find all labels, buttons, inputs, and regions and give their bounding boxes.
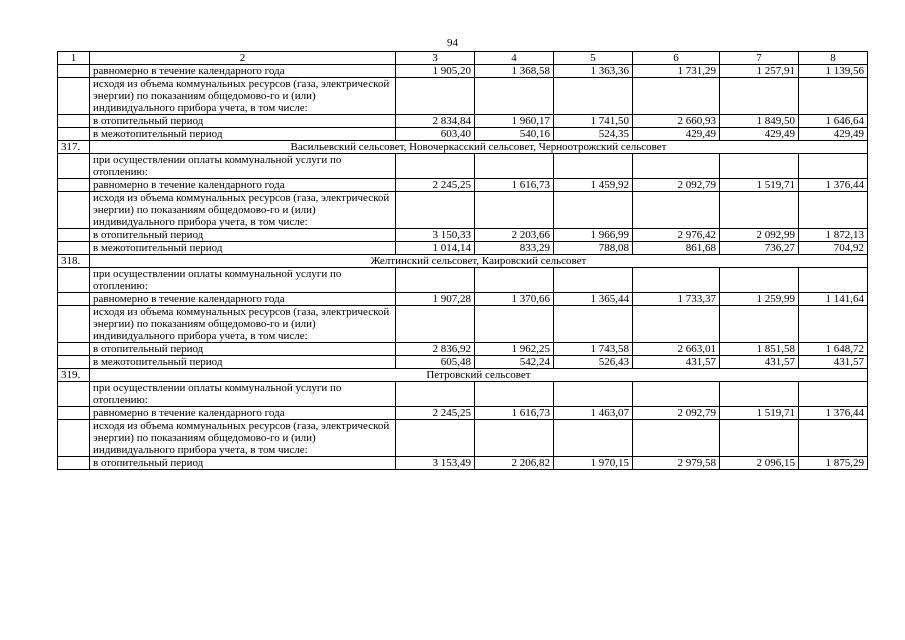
table-row <box>58 179 868 192</box>
index-cell <box>58 78 90 115</box>
value-cell: 431,57 <box>799 356 868 369</box>
value-cell: 1 743,58 <box>554 343 633 356</box>
value-cell <box>396 192 475 229</box>
table-row <box>58 343 868 356</box>
row-description: исходя из объема коммунальных ресурсов (газа, электрической энергии) по показаниям общедомово-го и (или) индивидуального прибора учета, в том числе: <box>90 306 396 343</box>
value-cell: 603,40 <box>396 128 475 141</box>
value-cell: 1 733,37 <box>633 293 720 306</box>
value-cell: 704,92 <box>799 242 868 255</box>
table-row <box>58 356 868 369</box>
index-cell <box>58 128 90 141</box>
row-description: при осуществлении оплаты коммунальной услуги по отоплению: <box>90 382 396 407</box>
value-cell: 736,27 <box>720 242 799 255</box>
value-cell: 1 139,56 <box>799 65 868 78</box>
row-description: равномерно в течение календарного года <box>90 179 396 192</box>
value-cell: 2 660,93 <box>633 115 720 128</box>
row-description: исходя из объема коммунальных ресурсов (газа, электрической энергии) по показаниям общедомово-го и (или) индивидуального прибора учета, в том числе: <box>90 420 396 457</box>
note-row <box>58 268 868 293</box>
index-cell <box>58 420 90 457</box>
index-cell <box>58 192 90 229</box>
value-cell: 542,24 <box>475 356 554 369</box>
value-cell: 1 363,36 <box>554 65 633 78</box>
value-cell: 1 376,44 <box>799 407 868 420</box>
value-cell: 2 203,66 <box>475 229 554 242</box>
index-cell <box>58 268 90 293</box>
row-description: равномерно в течение календарного года <box>90 65 396 78</box>
column-header: 5 <box>554 52 633 65</box>
value-cell <box>554 154 633 179</box>
value-cell <box>396 154 475 179</box>
column-header: 2 <box>90 52 396 65</box>
value-cell: 1 365,44 <box>554 293 633 306</box>
value-cell: 429,49 <box>799 128 868 141</box>
value-cell <box>633 78 720 115</box>
table-row <box>58 407 868 420</box>
value-cell: 3 153,49 <box>396 457 475 470</box>
index-cell <box>58 154 90 179</box>
index-cell <box>58 179 90 192</box>
table-row <box>58 115 868 128</box>
value-cell <box>720 306 799 343</box>
row-description: в отопительный период <box>90 343 396 356</box>
value-cell: 861,68 <box>633 242 720 255</box>
value-cell: 429,49 <box>720 128 799 141</box>
value-cell <box>475 154 554 179</box>
value-cell: 429,49 <box>633 128 720 141</box>
table-row <box>58 293 868 306</box>
value-cell: 2 834,84 <box>396 115 475 128</box>
index-cell <box>58 242 90 255</box>
note-row <box>58 306 868 343</box>
value-cell <box>720 78 799 115</box>
value-cell <box>633 268 720 293</box>
value-cell: 1 962,25 <box>475 343 554 356</box>
value-cell <box>799 78 868 115</box>
column-header: 6 <box>633 52 720 65</box>
section-row <box>58 141 868 154</box>
table-row <box>58 128 868 141</box>
value-cell: 1 368,58 <box>475 65 554 78</box>
value-cell <box>720 154 799 179</box>
value-cell: 1 875,29 <box>799 457 868 470</box>
value-cell: 1 014,14 <box>396 242 475 255</box>
value-cell <box>554 78 633 115</box>
value-cell: 526,43 <box>554 356 633 369</box>
value-cell: 1 907,28 <box>396 293 475 306</box>
row-description: исходя из объема коммунальных ресурсов (газа, электрической энергии) по показаниям общедомово-го и (или) индивидуального прибора учета, в том числе: <box>90 192 396 229</box>
value-cell <box>554 268 633 293</box>
value-cell: 1 519,71 <box>720 407 799 420</box>
row-description: при осуществлении оплаты коммунальной услуги по отоплению: <box>90 268 396 293</box>
page-number: 94 <box>447 37 458 49</box>
value-cell: 1 616,73 <box>475 179 554 192</box>
row-description: исходя из объема коммунальных ресурсов (газа, электрической энергии) по показаниям общедомово-го и (или) индивидуального прибора учета, в том числе: <box>90 78 396 115</box>
section-title: Желтинский сельсовет, Каировский сельсовет <box>90 255 868 268</box>
value-cell <box>475 306 554 343</box>
section-row <box>58 255 868 268</box>
section-index: 319. <box>58 369 90 382</box>
value-cell: 1 519,71 <box>720 179 799 192</box>
value-cell: 1 970,15 <box>554 457 633 470</box>
value-cell <box>720 192 799 229</box>
table-row <box>58 457 868 470</box>
section-title: Васильевский сельсовет, Новочеркасский сельсовет, Черноотрожский сельсовет <box>90 141 868 154</box>
value-cell: 1 370,66 <box>475 293 554 306</box>
row-description: в межотопительный период <box>90 128 396 141</box>
value-cell <box>799 306 868 343</box>
row-description: в межотопительный период <box>90 242 396 255</box>
value-cell: 1 463,07 <box>554 407 633 420</box>
row-description: в отопительный период <box>90 457 396 470</box>
index-cell <box>58 293 90 306</box>
value-cell <box>633 420 720 457</box>
value-cell <box>633 382 720 407</box>
table-header-row <box>58 52 868 65</box>
value-cell: 1 648,72 <box>799 343 868 356</box>
value-cell: 540,16 <box>475 128 554 141</box>
row-description: в отопительный период <box>90 229 396 242</box>
value-cell <box>396 306 475 343</box>
value-cell <box>396 420 475 457</box>
note-row <box>58 192 868 229</box>
value-cell: 1 966,99 <box>554 229 633 242</box>
value-cell: 431,57 <box>633 356 720 369</box>
value-cell <box>799 268 868 293</box>
value-cell: 1 646,64 <box>799 115 868 128</box>
index-cell <box>58 356 90 369</box>
value-cell <box>799 154 868 179</box>
table-row <box>58 242 868 255</box>
index-cell <box>58 407 90 420</box>
section-index: 318. <box>58 255 90 268</box>
value-cell: 431,57 <box>720 356 799 369</box>
value-cell: 1 960,17 <box>475 115 554 128</box>
section-title: Петровский сельсовет <box>90 369 868 382</box>
index-cell <box>58 306 90 343</box>
value-cell <box>633 306 720 343</box>
value-cell: 2 979,58 <box>633 457 720 470</box>
value-cell <box>396 382 475 407</box>
index-cell <box>58 457 90 470</box>
column-header: 7 <box>720 52 799 65</box>
value-cell: 1 459,92 <box>554 179 633 192</box>
section-row <box>58 369 868 382</box>
index-cell <box>58 343 90 356</box>
row-description: равномерно в течение календарного года <box>90 407 396 420</box>
value-cell <box>720 382 799 407</box>
row-description: в межотопительный период <box>90 356 396 369</box>
table-row <box>58 65 868 78</box>
value-cell <box>475 382 554 407</box>
value-cell <box>396 78 475 115</box>
row-description: равномерно в течение календарного года <box>90 293 396 306</box>
value-cell: 1 905,20 <box>396 65 475 78</box>
value-cell <box>799 192 868 229</box>
value-cell: 1 741,50 <box>554 115 633 128</box>
note-row <box>58 420 868 457</box>
row-description: в отопительный период <box>90 115 396 128</box>
value-cell: 1 731,29 <box>633 65 720 78</box>
value-cell: 605,48 <box>396 356 475 369</box>
table-body <box>58 52 868 470</box>
value-cell: 1 376,44 <box>799 179 868 192</box>
tariff-table <box>57 51 868 470</box>
value-cell: 1 872,13 <box>799 229 868 242</box>
value-cell <box>799 382 868 407</box>
value-cell: 1 257,91 <box>720 65 799 78</box>
column-header: 8 <box>799 52 868 65</box>
column-header: 3 <box>396 52 475 65</box>
value-cell: 1 849,50 <box>720 115 799 128</box>
table-row <box>58 229 868 242</box>
value-cell <box>554 306 633 343</box>
value-cell: 524,35 <box>554 128 633 141</box>
value-cell <box>554 192 633 229</box>
note-row <box>58 78 868 115</box>
value-cell <box>475 268 554 293</box>
value-cell <box>633 192 720 229</box>
value-cell: 788,08 <box>554 242 633 255</box>
value-cell <box>554 420 633 457</box>
index-cell <box>58 382 90 407</box>
value-cell: 2 092,79 <box>633 407 720 420</box>
index-cell <box>58 115 90 128</box>
value-cell: 2 206,82 <box>475 457 554 470</box>
value-cell: 2 976,42 <box>633 229 720 242</box>
value-cell: 2 245,25 <box>396 407 475 420</box>
index-cell <box>58 229 90 242</box>
column-header: 1 <box>58 52 90 65</box>
value-cell <box>475 78 554 115</box>
value-cell: 2 092,79 <box>633 179 720 192</box>
value-cell <box>799 420 868 457</box>
value-cell: 2 836,92 <box>396 343 475 356</box>
value-cell: 2 663,01 <box>633 343 720 356</box>
value-cell: 1 616,73 <box>475 407 554 420</box>
section-index: 317. <box>58 141 90 154</box>
note-row <box>58 154 868 179</box>
value-cell <box>554 382 633 407</box>
value-cell <box>720 420 799 457</box>
value-cell: 2 092,99 <box>720 229 799 242</box>
note-row <box>58 382 868 407</box>
value-cell: 2 245,25 <box>396 179 475 192</box>
value-cell <box>475 420 554 457</box>
value-cell <box>475 192 554 229</box>
value-cell: 3 150,33 <box>396 229 475 242</box>
value-cell <box>396 268 475 293</box>
value-cell: 2 096,15 <box>720 457 799 470</box>
value-cell: 833,29 <box>475 242 554 255</box>
value-cell <box>633 154 720 179</box>
value-cell: 1 851,58 <box>720 343 799 356</box>
value-cell: 1 259,99 <box>720 293 799 306</box>
value-cell: 1 141,64 <box>799 293 868 306</box>
value-cell <box>720 268 799 293</box>
column-header: 4 <box>475 52 554 65</box>
row-description: при осуществлении оплаты коммунальной услуги по отоплению: <box>90 154 396 179</box>
index-cell <box>58 65 90 78</box>
